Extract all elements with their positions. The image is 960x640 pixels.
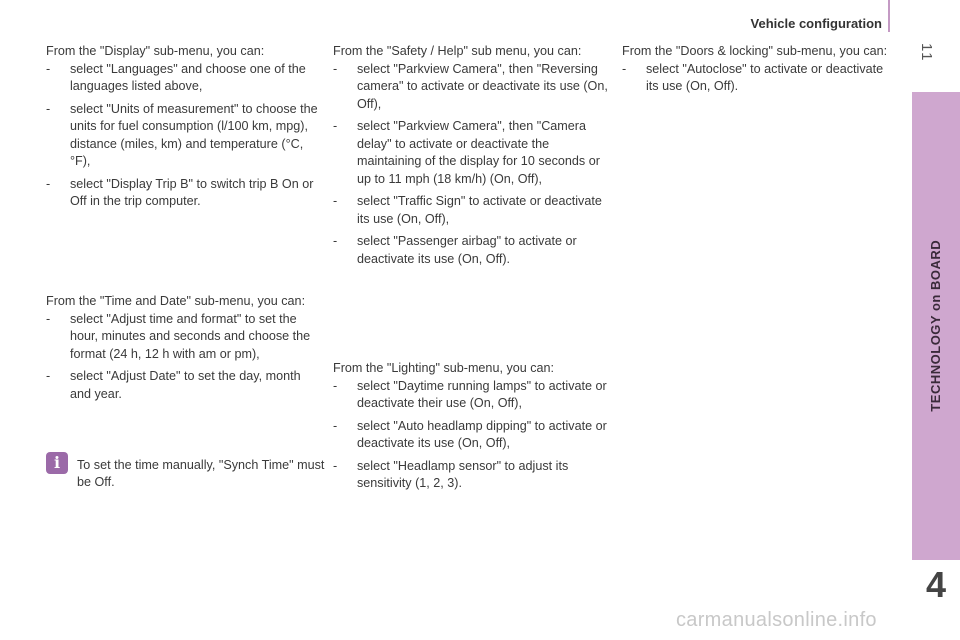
doors-section xyxy=(622,43,890,101)
header-divider xyxy=(888,0,890,32)
chapter-label xyxy=(912,92,960,560)
list-item: - select "Traffic Sign" to activate or deactivate its use (On, Off), xyxy=(333,193,608,228)
header-title: Vehicle configuration xyxy=(750,16,882,31)
chapter-label-text: TECHNOLOGY on BOARD xyxy=(928,240,944,412)
list-item: - select "Adjust Date" to set the day, month and year. xyxy=(46,368,321,403)
info-icon: i xyxy=(46,452,68,474)
list-item: - select "Parkview Camera", then "Reversing camera" to activate or deactivate its use (On, Off), xyxy=(333,61,608,114)
list-item: - select "Headlamp sensor" to adjust its sensitivity (1, 2, 3). xyxy=(333,458,611,493)
time-date-list xyxy=(46,311,321,404)
list-item: - select "Languages" and choose one of the languages listed above, xyxy=(46,61,321,96)
doors-list xyxy=(622,61,890,96)
display-section xyxy=(46,43,321,216)
safety-intro: From the "Safety / Help" sub menu, you can: xyxy=(333,44,582,58)
list-item: - select "Autoclose" to activate or deactivate its use (On, Off). xyxy=(622,61,890,96)
list-item: - select "Parkview Camera", then "Camera delay" to activate or deactivate the maintaining of the display for 10 seconds or up to 11 mph (18 km/h) (On, Off), xyxy=(333,118,608,188)
time-date-section xyxy=(46,293,321,408)
display-list xyxy=(46,61,321,211)
list-item: - select "Auto headlamp dipping" to activate or deactivate its use (On, Off), xyxy=(333,418,611,453)
list-item: - select "Daytime running lamps" to activate or deactivate their use (On, Off), xyxy=(333,378,611,413)
page-number: 11 xyxy=(917,42,935,63)
time-date-intro: From the "Time and Date" sub-menu, you can: xyxy=(46,294,306,308)
doors-intro: From the "Doors & locking" sub-menu, you can: xyxy=(622,44,888,58)
list-item: - select "Display Trip B" to switch trip B On or Off in the trip computer. xyxy=(46,176,321,211)
list-item: - select "Adjust time and format" to set the hour, minutes and seconds and choose the format (24 h, 12 h with am or pm), xyxy=(46,311,321,364)
lighting-list xyxy=(333,378,611,493)
lighting-intro: From the "Lighting" sub-menu, you can: xyxy=(333,361,555,375)
chapter-number: 4 xyxy=(925,564,947,605)
safety-section xyxy=(333,43,608,273)
list-item: - select "Passenger airbag" to activate or deactivate its use (On, Off). xyxy=(333,233,608,268)
lighting-section xyxy=(333,360,611,498)
display-intro: From the "Display" sub-menu, you can: xyxy=(46,44,265,58)
info-text: To set the time manually, "Synch Time" must be Off. xyxy=(77,457,325,490)
watermark: carmanualsonline.info xyxy=(676,609,877,631)
list-item: - select "Units of measurement" to choose the units for fuel consumption (l/100 km, mpg), distance (miles, km) and temperature (°C, °F), xyxy=(46,101,321,171)
safety-list xyxy=(333,61,608,269)
